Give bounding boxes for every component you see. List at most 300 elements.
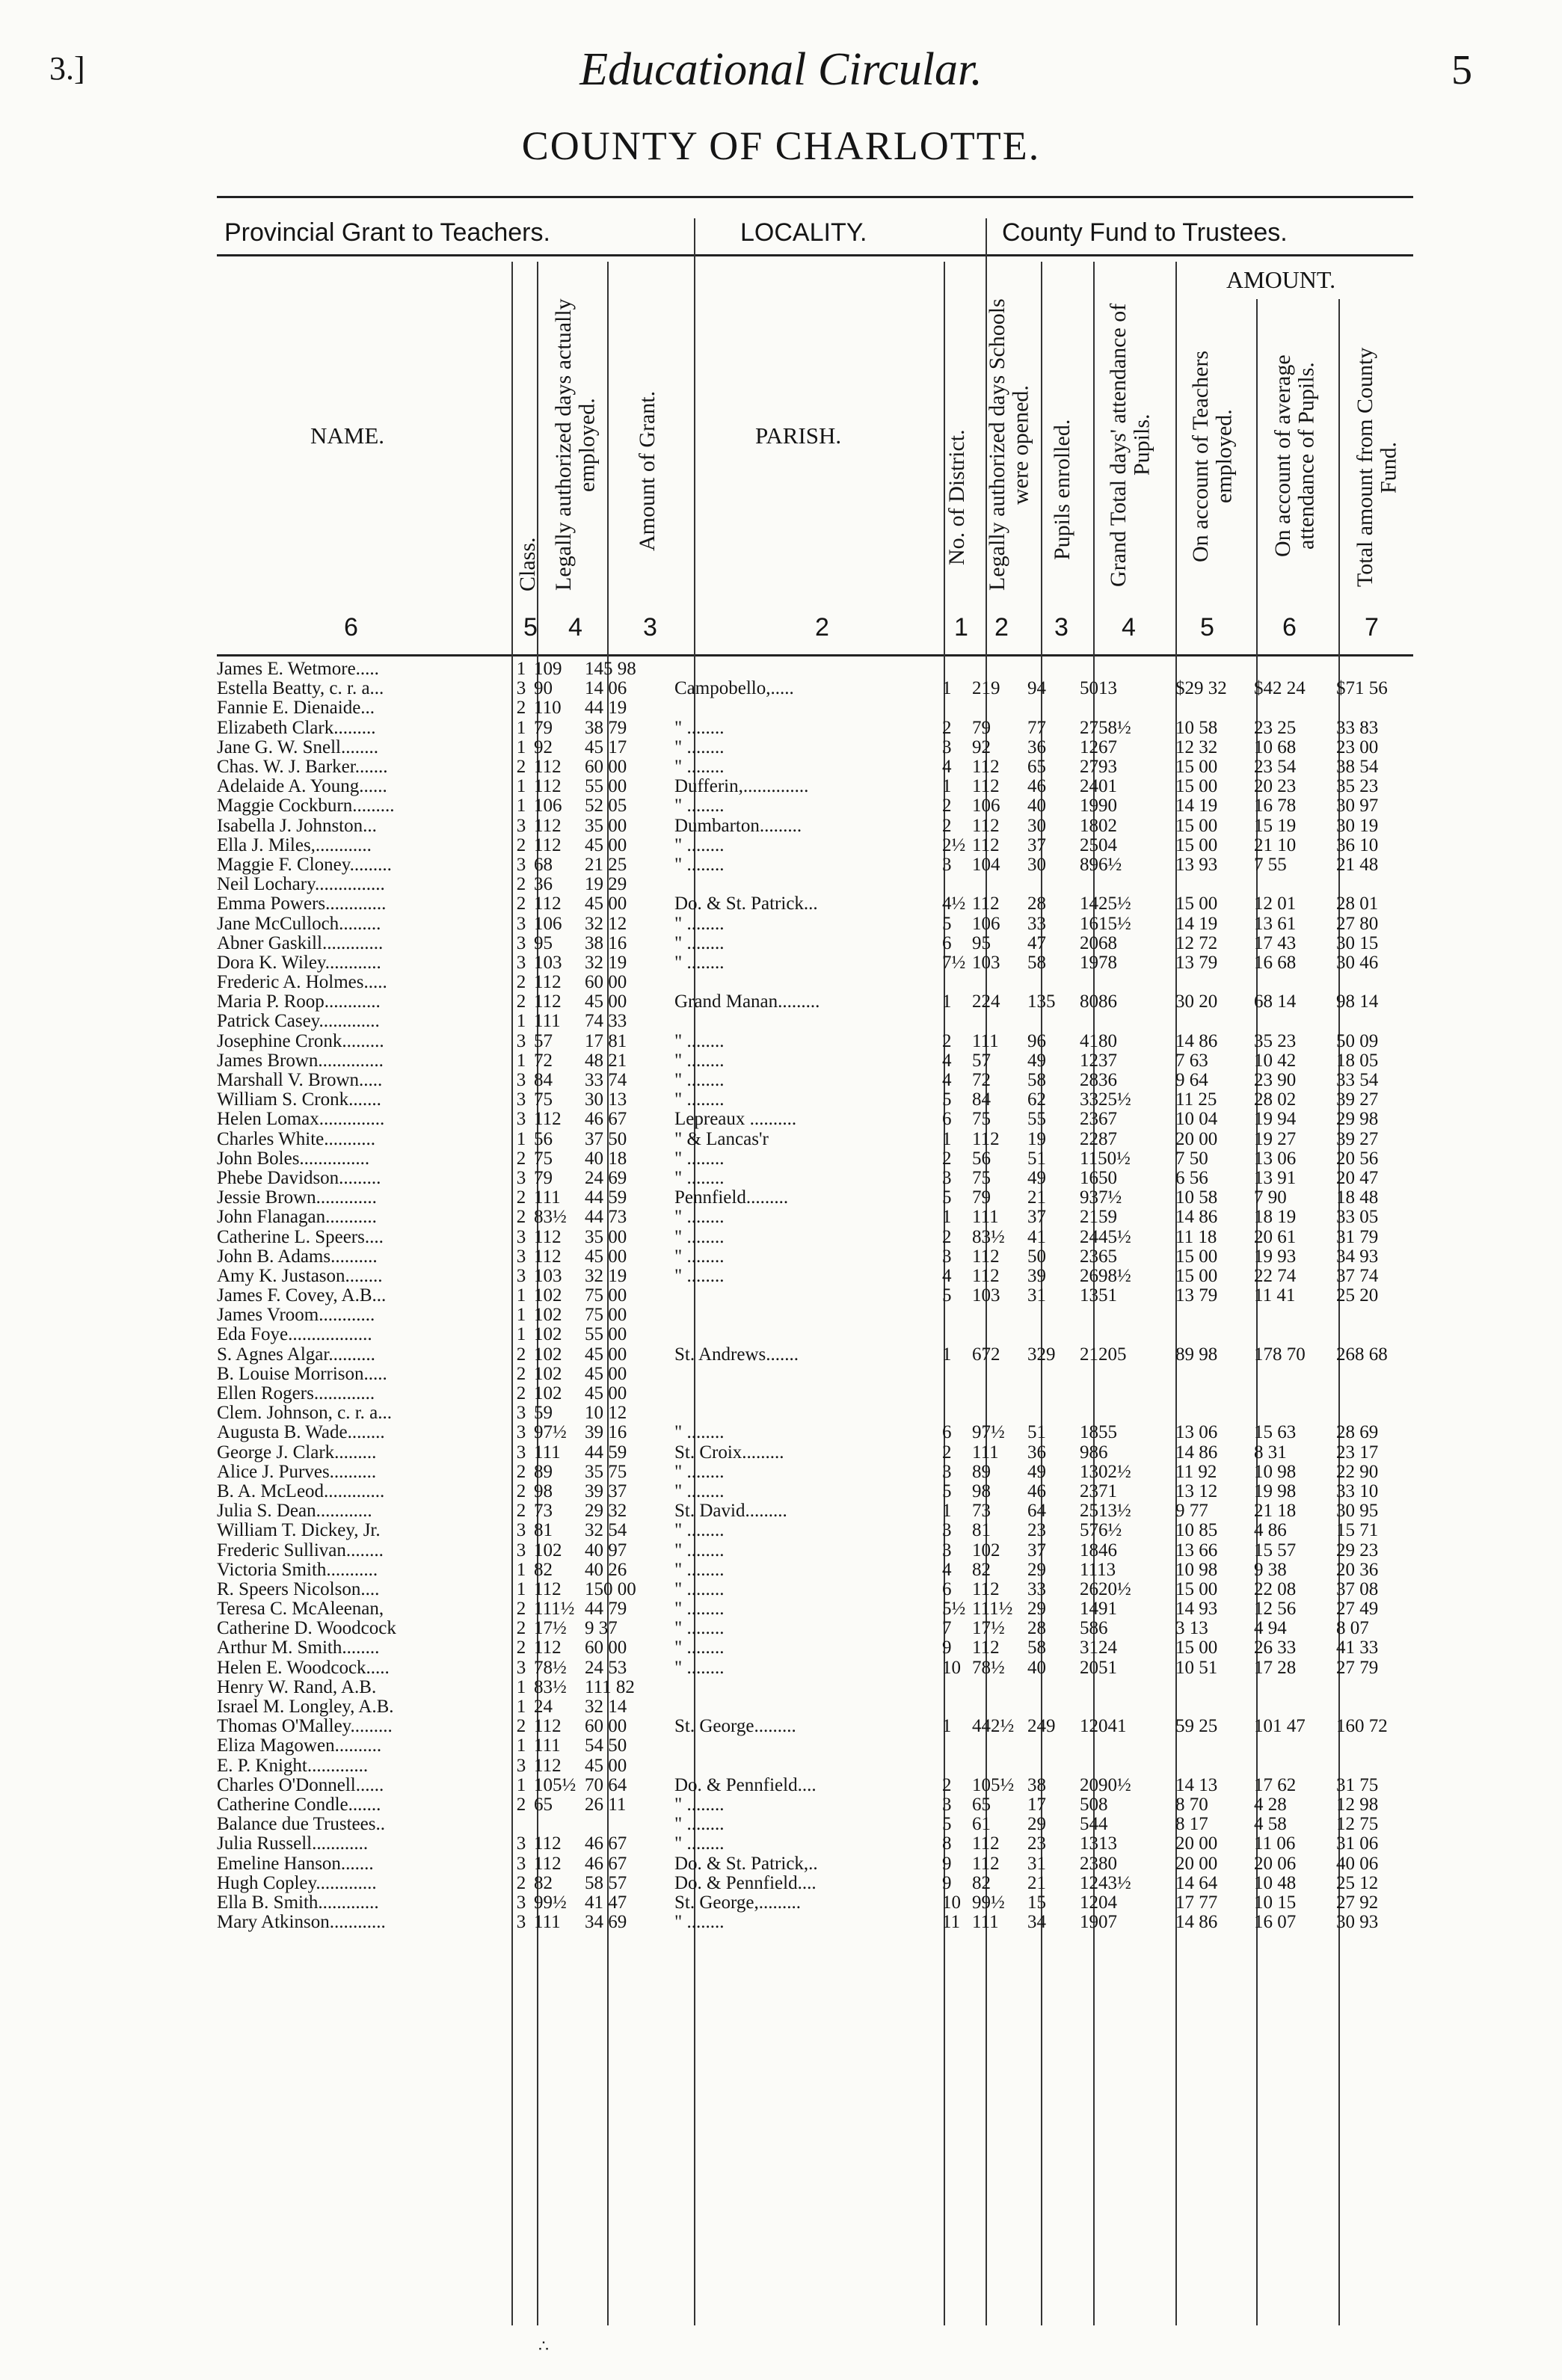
teacher-class: 2: [516, 1638, 526, 1658]
total-amount: 36 10: [1336, 835, 1379, 855]
teacher-name: Hugh Copley.............: [217, 1873, 377, 1893]
grant-amount: 44 59: [585, 1442, 627, 1463]
average-amount: [1254, 1678, 1336, 1697]
grand-total-attendance: 1491: [1080, 1599, 1117, 1620]
pupils-enrolled: 39: [1027, 1266, 1046, 1286]
pupils-enrolled: [1027, 875, 1080, 894]
grand-total-attendance: 1204: [1080, 1892, 1117, 1913]
grant-amount: 46 67: [585, 1110, 627, 1130]
school-days: 81: [972, 1521, 991, 1541]
average-amount: 13 91: [1254, 1168, 1297, 1188]
grand-total-attendance: 1855: [1080, 1423, 1117, 1443]
table-row: [217, 1599, 1418, 1619]
school-days: 106: [972, 796, 1000, 817]
school-days: 89: [972, 1462, 991, 1482]
teacher-name: Maria P. Roop............: [217, 992, 381, 1012]
teacher-name: Emma Powers.............: [217, 894, 387, 914]
grant-amount: 14 06: [585, 679, 627, 699]
teacher-class: 2: [516, 1873, 526, 1893]
table-row: [217, 1365, 1418, 1384]
table-row: [217, 1521, 1418, 1540]
grant-amount: 38 16: [585, 933, 627, 953]
legal-days: 98: [534, 1481, 553, 1501]
school-days: 112: [972, 757, 1000, 778]
parish-name: " ........: [674, 1246, 725, 1267]
grant-amount: 30 13: [585, 1090, 627, 1110]
district-number: 5½: [942, 1599, 966, 1620]
district-number: 5: [942, 1090, 952, 1110]
grant-amount: 35 00: [585, 1227, 627, 1247]
pupils-enrolled: [1027, 1384, 1080, 1403]
grant-amount: 54 50: [585, 1736, 627, 1756]
teacher-name: Catherine Condle.......: [217, 1795, 381, 1815]
average-amount: [1254, 1306, 1336, 1325]
parish-name: " ........: [674, 1619, 725, 1639]
teachers-amount: 7 50: [1175, 1149, 1208, 1169]
table-row: [217, 1325, 1418, 1344]
legal-days: 102: [534, 1286, 562, 1306]
parish-name: " ........: [674, 796, 725, 817]
teacher-class: 2: [516, 1717, 526, 1737]
grant-amount: 60 00: [585, 757, 627, 778]
school-days: 102: [972, 1540, 1000, 1560]
district-number: 5: [942, 914, 952, 934]
col-parish-header: PARISH.: [755, 422, 842, 449]
average-amount: [1254, 659, 1336, 679]
total-amount: 25 12: [1336, 1873, 1379, 1893]
grant-amount: 32 14: [585, 1697, 627, 1718]
pupils-enrolled: [1027, 1697, 1080, 1717]
grant-amount: 32 12: [585, 914, 627, 934]
legal-days: 79: [534, 1168, 553, 1188]
grant-amount: 32 19: [585, 953, 627, 973]
teacher-class: 2: [516, 757, 526, 778]
grant-amount: 45 00: [585, 1344, 627, 1365]
teachers-amount: 14 64: [1175, 1873, 1218, 1893]
grant-amount: [580, 1815, 674, 1834]
table-row: [217, 1501, 1418, 1521]
teachers-amount: 14 86: [1175, 1031, 1218, 1051]
total-amount: 28 01: [1336, 894, 1379, 914]
grant-amount: 45 17: [585, 737, 627, 757]
total-amount: [1336, 1756, 1418, 1776]
parish-name: [674, 1403, 942, 1423]
parish-name: " ........: [674, 737, 725, 757]
legal-days: 112: [534, 1717, 562, 1737]
table-row: [217, 836, 1418, 855]
average-amount: 15 19: [1254, 816, 1297, 836]
school-days: 79: [972, 1188, 991, 1208]
teachers-amount: 30 20: [1175, 992, 1218, 1012]
teacher-name: S. Agnes Algar..........: [217, 1344, 375, 1365]
total-amount: 30 15: [1336, 933, 1379, 953]
grand-total-attendance: 1237: [1080, 1051, 1117, 1071]
pupils-enrolled: 65: [1027, 757, 1046, 778]
grand-total-attendance: 3325½: [1080, 1090, 1131, 1110]
teachers-amount: 3 13: [1175, 1619, 1208, 1639]
total-amount: 33 83: [1336, 718, 1379, 738]
col-teachers-header: On account of Teachers employed.: [1188, 350, 1237, 562]
total-amount: 33 10: [1336, 1481, 1379, 1501]
total-amount: 23 17: [1336, 1442, 1379, 1463]
total-amount: 27 80: [1336, 914, 1379, 934]
table-row: [217, 777, 1418, 796]
grand-total-attendance: [1080, 1365, 1175, 1384]
teachers-amount: [1175, 875, 1254, 894]
table-row: [217, 1267, 1418, 1286]
grant-amount: 35 00: [585, 816, 627, 836]
grant-amount: 70 64: [585, 1775, 627, 1795]
teacher-class: 1: [516, 796, 526, 817]
school-days: [972, 698, 1027, 718]
total-amount: 18 48: [1336, 1188, 1379, 1208]
teacher-name: Thomas O'Malley.........: [217, 1717, 393, 1737]
grant-amount: 33 74: [585, 1070, 627, 1091]
average-amount: 20 06: [1254, 1854, 1297, 1874]
teachers-amount: 20 00: [1175, 1834, 1218, 1854]
district-number: [942, 1736, 972, 1756]
legal-days: 112: [534, 973, 562, 993]
teachers-amount: 14 86: [1175, 1208, 1218, 1228]
teacher-name: Clem. Johnson, c. r. a...: [217, 1403, 393, 1424]
average-amount: [1254, 875, 1336, 894]
col-total-header: Total amount from County Fund.: [1353, 347, 1401, 588]
total-amount: 30 19: [1336, 816, 1379, 836]
grand-total-attendance: 896½: [1080, 855, 1122, 875]
school-days: 111: [972, 1442, 999, 1463]
total-amount: 37 74: [1336, 1266, 1379, 1286]
school-days: 61: [972, 1815, 991, 1835]
parish-name: [674, 1325, 942, 1344]
table-row: [217, 1345, 1418, 1365]
teacher-name: Eda Foye..................: [217, 1325, 372, 1345]
table-row: [217, 1678, 1418, 1697]
teacher-class: 1: [516, 1129, 526, 1149]
pupils-enrolled: 64: [1027, 1501, 1046, 1522]
total-amount: 23 00: [1336, 737, 1379, 757]
teachers-amount: 15 00: [1175, 777, 1218, 797]
table-row: [217, 698, 1418, 718]
school-days: [972, 1012, 1027, 1031]
district-number: 10: [942, 1892, 961, 1913]
parish-name: " ........: [674, 757, 725, 778]
total-amount: [1336, 1306, 1418, 1325]
total-amount: 29 23: [1336, 1540, 1379, 1560]
total-amount: 39 27: [1336, 1090, 1379, 1110]
index-pupils: 3: [1054, 613, 1069, 642]
teacher-class: 2: [516, 1364, 526, 1384]
teacher-class: 3: [516, 816, 526, 836]
total-amount: [1336, 659, 1418, 679]
parish-name: " ........: [674, 1423, 725, 1443]
total-amount: 29 98: [1336, 1110, 1379, 1130]
total-amount: 25 20: [1336, 1286, 1379, 1306]
teachers-amount: 15 00: [1175, 1246, 1218, 1267]
legal-days: 79: [534, 718, 553, 738]
legal-days: 83½: [534, 1677, 567, 1697]
table-row: [217, 1306, 1418, 1325]
total-amount: [1336, 973, 1418, 992]
teachers-amount: [1175, 698, 1254, 718]
index-name: 6: [344, 613, 358, 642]
teachers-amount: 11 25: [1175, 1090, 1217, 1110]
pupils-enrolled: 49: [1027, 1051, 1046, 1071]
average-amount: [1254, 1012, 1336, 1031]
parish-name: " ........: [674, 953, 725, 973]
grand-total-attendance: 2836: [1080, 1070, 1117, 1091]
table-row: [217, 1012, 1418, 1031]
legal-days: 105½: [534, 1775, 576, 1795]
teacher-name: Helen Lomax..............: [217, 1110, 385, 1130]
county-title: COUNTY OF CHARLOTTE.: [521, 123, 1041, 168]
total-amount: 38 54: [1336, 757, 1379, 778]
school-days: 95: [972, 933, 991, 953]
table-row: [217, 1051, 1418, 1071]
average-amount: $42 24: [1254, 679, 1306, 699]
teacher-name: John B. Adams..........: [217, 1246, 378, 1267]
district-number: [942, 698, 972, 718]
grand-total-attendance: 2758½: [1080, 718, 1131, 738]
grand-total-attendance: [1080, 1678, 1175, 1697]
teacher-name: James E. Wetmore.....: [217, 659, 379, 680]
school-days: [972, 1325, 1027, 1344]
school-days: [972, 1697, 1027, 1717]
pupils-enrolled: [1027, 1678, 1080, 1697]
grant-amount: 45 00: [585, 1246, 627, 1267]
total-amount: [1336, 1325, 1418, 1344]
grand-total-attendance: 1302½: [1080, 1462, 1131, 1482]
parish-name: " ........: [674, 1815, 725, 1835]
table-row: [217, 1286, 1418, 1306]
table-row: [217, 1149, 1418, 1169]
grant-amount: 45 00: [585, 835, 627, 855]
pupils-enrolled: 17: [1027, 1795, 1046, 1815]
average-amount: 35 23: [1254, 1031, 1297, 1051]
grand-total-attendance: 2401: [1080, 777, 1117, 797]
grant-amount: 40 18: [585, 1149, 627, 1169]
teacher-class: 3: [516, 1031, 526, 1051]
teacher-name: Victoria Smith...........: [217, 1560, 378, 1580]
pupils-enrolled: 28: [1027, 894, 1046, 914]
average-amount: 19 27: [1254, 1129, 1297, 1149]
table-row: [217, 1090, 1418, 1110]
legal-days: 102: [534, 1364, 562, 1384]
pupils-enrolled: 49: [1027, 1168, 1046, 1188]
teacher-class: 1: [516, 1560, 526, 1580]
pupils-enrolled: 37: [1027, 1208, 1046, 1228]
col-district-header: No. of District.: [944, 429, 969, 565]
teacher-class: 1: [516, 777, 526, 797]
pupils-enrolled: 30: [1027, 816, 1046, 836]
average-amount: 10 48: [1254, 1873, 1297, 1893]
teacher-name: William T. Dickey, Jr.: [217, 1521, 381, 1541]
teacher-name: Chas. W. J. Barker.......: [217, 757, 388, 778]
teacher-name: Arthur M. Smith........: [217, 1638, 380, 1658]
school-days: 75: [972, 1168, 991, 1188]
grand-total-attendance: 1978: [1080, 953, 1117, 973]
school-days: [972, 1678, 1027, 1697]
index-teachers: 5: [1200, 613, 1214, 642]
parish-name: " ........: [674, 914, 725, 934]
parish-name: St. David.........: [674, 1501, 787, 1522]
total-amount: 33 54: [1336, 1070, 1379, 1091]
legal-days: 111: [534, 1913, 561, 1933]
band-locality: LOCALITY.: [740, 218, 867, 247]
average-amount: 12 56: [1254, 1599, 1297, 1620]
pupils-enrolled: 15: [1027, 1892, 1046, 1913]
grant-amount: 32 54: [585, 1521, 627, 1541]
average-amount: 10 98: [1254, 1462, 1297, 1482]
teachers-amount: 10 04: [1175, 1110, 1218, 1130]
parish-name: " ........: [674, 1149, 725, 1169]
table-row: [217, 1443, 1418, 1463]
pupils-enrolled: [1027, 1365, 1080, 1384]
average-amount: 22 08: [1254, 1579, 1297, 1599]
school-days: [972, 1756, 1027, 1776]
teacher-class: [508, 1815, 534, 1834]
parish-name: " ........: [674, 1266, 725, 1286]
pupils-enrolled: 33: [1027, 1579, 1046, 1599]
total-amount: 39 27: [1336, 1129, 1379, 1149]
school-days: 97½: [972, 1423, 1005, 1443]
teacher-name: Augusta B. Wade........: [217, 1423, 385, 1443]
teachers-amount: [1175, 1403, 1254, 1423]
legal-days: 24: [534, 1697, 553, 1718]
teacher-class: 3: [516, 1168, 526, 1188]
district-number: 9: [942, 1638, 952, 1658]
school-days: 112: [972, 777, 1000, 797]
parish-name: " ........: [674, 933, 725, 953]
grand-total-attendance: 12041: [1080, 1717, 1127, 1737]
school-days: 112: [972, 816, 1000, 836]
parish-name: St. Croix.........: [674, 1442, 784, 1463]
band-provincial: Provincial Grant to Teachers.: [224, 218, 550, 247]
teacher-class: 3: [516, 1403, 526, 1424]
grant-amount: 145 98: [585, 659, 636, 680]
teacher-name: John Boles...............: [217, 1149, 370, 1169]
index-average: 6: [1282, 613, 1297, 642]
average-amount: 9 38: [1254, 1560, 1287, 1580]
district-number: [942, 1384, 972, 1403]
legal-days: 112: [534, 1834, 562, 1854]
total-amount: 30 46: [1336, 953, 1379, 973]
pupils-enrolled: 37: [1027, 835, 1046, 855]
pupils-enrolled: [1027, 659, 1080, 679]
school-days: 82: [972, 1873, 991, 1893]
school-days: 65: [972, 1795, 991, 1815]
teachers-amount: 14 86: [1175, 1442, 1218, 1463]
legal-days: 72: [534, 1051, 553, 1071]
teacher-name: Elizabeth Clark.........: [217, 718, 376, 738]
teacher-class: 3: [516, 1540, 526, 1560]
legal-days: 112: [534, 894, 562, 914]
teacher-name: Jane McCulloch.........: [217, 914, 381, 934]
teacher-name: Julia S. Dean............: [217, 1501, 372, 1522]
legal-days: 97½: [534, 1423, 567, 1443]
school-days: 224: [972, 992, 1000, 1012]
pupils-enrolled: 51: [1027, 1423, 1046, 1443]
district-number: 3: [942, 1246, 952, 1267]
average-amount: 23 54: [1254, 757, 1297, 778]
total-amount: 40 06: [1336, 1854, 1379, 1874]
table-row: [217, 738, 1418, 757]
table-row: [217, 1071, 1418, 1090]
school-days: 103: [972, 1286, 1000, 1306]
parish-name: St. Andrews.......: [674, 1344, 799, 1365]
teacher-class: 2: [516, 1149, 526, 1169]
teacher-class: 2: [516, 698, 526, 719]
grand-total-attendance: 1113: [1080, 1560, 1116, 1580]
teachers-amount: [1175, 973, 1254, 992]
total-amount: 30 95: [1336, 1501, 1379, 1522]
district-number: 4: [942, 1560, 952, 1580]
district-number: [942, 1012, 972, 1031]
page-section-marker: 3.]: [49, 50, 85, 87]
parish-name: [674, 1678, 942, 1697]
legal-days: 111: [534, 1188, 561, 1208]
teachers-amount: 14 13: [1175, 1775, 1218, 1795]
col-pupils-header: Pupils enrolled.: [1050, 419, 1074, 561]
pupils-enrolled: [1027, 1325, 1080, 1344]
footer-mark: ∴: [538, 2337, 549, 2355]
average-amount: [1254, 1756, 1336, 1776]
teacher-name: Mary Atkinson............: [217, 1913, 386, 1933]
teacher-class: 3: [516, 1521, 526, 1541]
teacher-class: 1: [516, 1697, 526, 1718]
grant-amount: 45 00: [585, 992, 627, 1012]
district-number: 9: [942, 1854, 952, 1874]
grant-amount: 41 47: [585, 1892, 627, 1913]
teacher-name: B. A. McLeod.............: [217, 1481, 385, 1501]
teacher-name: Adelaide A. Young......: [217, 777, 387, 797]
band-rule: [217, 254, 1413, 256]
teachers-amount: [1175, 1012, 1254, 1031]
legal-days: 78½: [534, 1658, 567, 1678]
parish-name: Dumbarton.........: [674, 816, 802, 836]
teachers-amount: 6 56: [1175, 1168, 1208, 1188]
teacher-name: Marshall V. Brown.....: [217, 1070, 383, 1091]
grand-total-attendance: 1150½: [1080, 1149, 1131, 1169]
teacher-class: 3: [516, 914, 526, 934]
legal-days: 103: [534, 1266, 562, 1286]
school-days: 112: [972, 1579, 1000, 1599]
parish-name: [674, 1306, 942, 1325]
district-number: 5: [942, 1481, 952, 1501]
teachers-amount: 12 32: [1175, 737, 1218, 757]
district-number: 3: [942, 1168, 952, 1188]
teacher-class: 3: [516, 1070, 526, 1091]
amount-header: AMOUNT.: [1226, 266, 1336, 293]
pupils-enrolled: [1027, 1756, 1080, 1776]
district-number: 8: [942, 1834, 952, 1854]
parish-name: Dufferin,..............: [674, 777, 809, 797]
col-average-header: On account of average attendance of Pupils.: [1270, 354, 1319, 558]
top-rule: [217, 196, 1413, 198]
grand-total-attendance: 2090½: [1080, 1775, 1131, 1795]
parish-name: St. George,.........: [674, 1892, 801, 1913]
teacher-name: James F. Covey, A.B...: [217, 1286, 387, 1306]
average-amount: 101 47: [1254, 1717, 1306, 1737]
parish-name: " ........: [674, 1579, 725, 1599]
school-days: 112: [972, 894, 1000, 914]
table-row: [217, 1403, 1418, 1423]
teacher-class: 2: [516, 1619, 526, 1639]
teachers-amount: 13 12: [1175, 1481, 1218, 1501]
school-days: [972, 1736, 1027, 1756]
teachers-amount: 10 85: [1175, 1521, 1218, 1541]
grant-amount: 48 21: [585, 1051, 627, 1071]
school-days: 442½: [972, 1717, 1015, 1737]
